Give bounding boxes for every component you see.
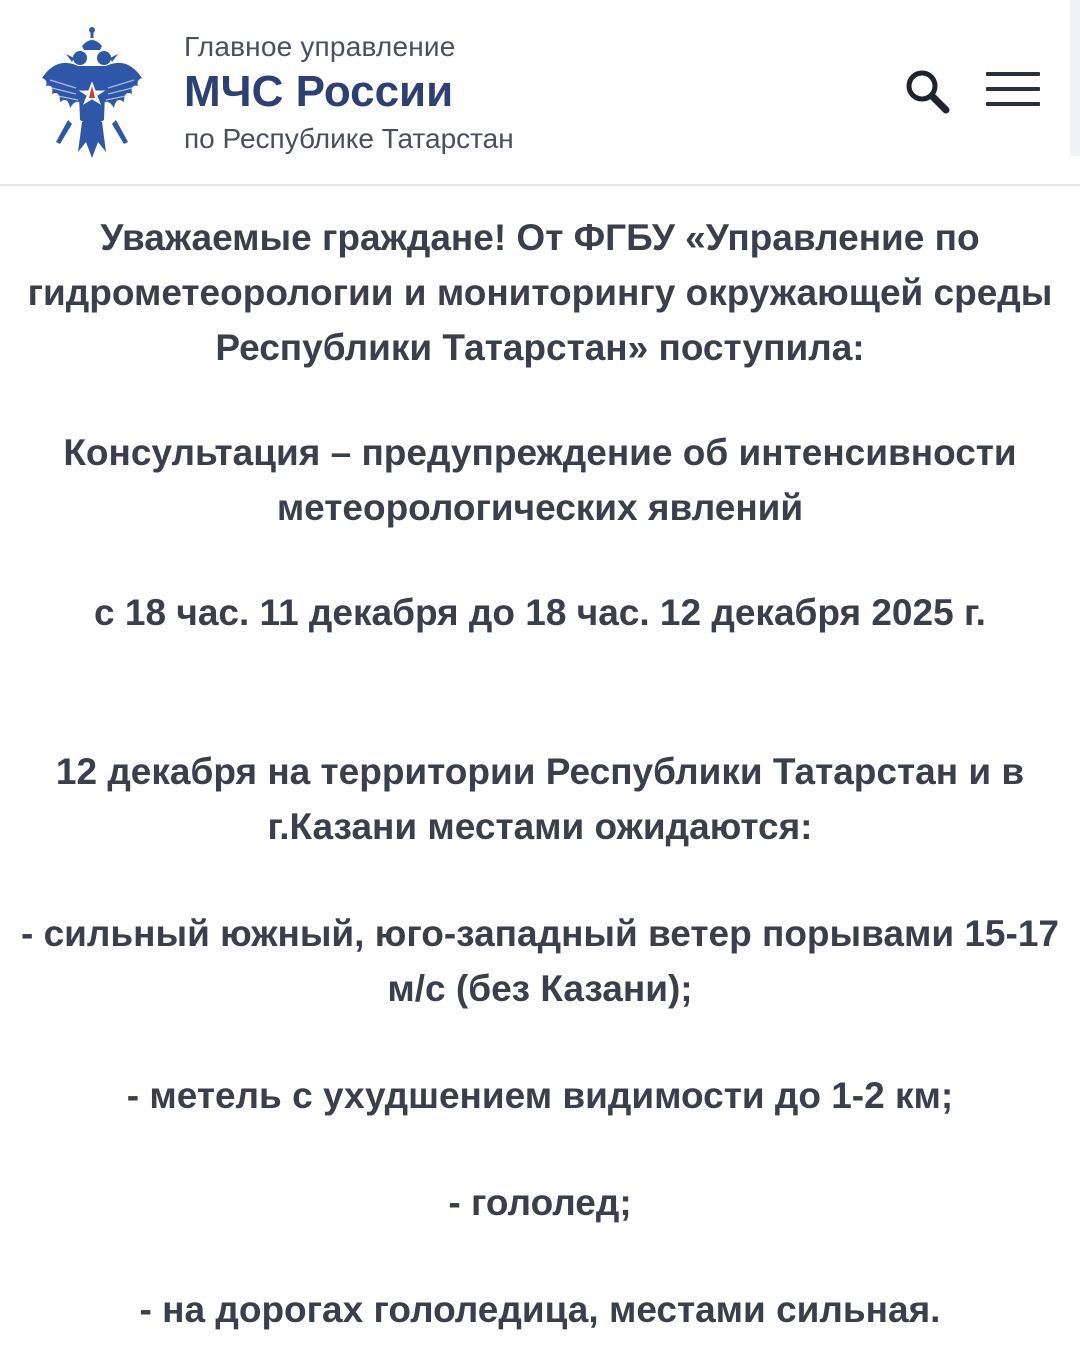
hamburger-menu-icon <box>986 72 1040 76</box>
brand-subtitle: по Республике Татарстан <box>184 123 514 154</box>
brand-title: МЧС России <box>184 67 454 116</box>
hazard-item: - метель с ухудшением видимости до 1-2 км; <box>126 1075 954 1116</box>
forecast-paragraph: 12 декабря на территории Республики Татарстан и в г.Казани местами ожидаются: <box>55 751 1025 847</box>
scrollbar-track[interactable] <box>1070 0 1080 156</box>
hazard-item: - сильный южный, юго-западный ветер порывами 15-17 м/с (без Казани); <box>21 913 1059 1009</box>
hamburger-menu-icon-bar <box>986 87 1040 91</box>
validity-period: с 18 час. 11 декабря до 18 час. 12 декабря 2025 г. <box>94 592 986 633</box>
brand-block[interactable] <box>184 30 514 156</box>
search-button[interactable] <box>900 64 956 120</box>
brand-top-line: Главное управление <box>184 31 456 62</box>
search-icon <box>900 64 956 120</box>
consultation-heading: Консультация – предупреждение об интенсивности метеорологических явлений <box>63 432 1017 528</box>
hazard-item: - гололед; <box>448 1182 632 1223</box>
intro-paragraph: Уважаемые граждане! От ФГБУ «Управление по гидрометеорологии и мониторингу окружающей среды Республики Татарстан» поступила: <box>27 217 1053 368</box>
site-header <box>0 0 1080 186</box>
hamburger-menu-icon-bar <box>986 102 1040 106</box>
menu-button[interactable] <box>986 72 1040 110</box>
hazard-item: - на дорогах гололедица, местами сильная. <box>139 1289 941 1330</box>
article-body <box>20 210 1060 1337</box>
mchs-eagle-emblem-icon[interactable] <box>38 24 146 160</box>
